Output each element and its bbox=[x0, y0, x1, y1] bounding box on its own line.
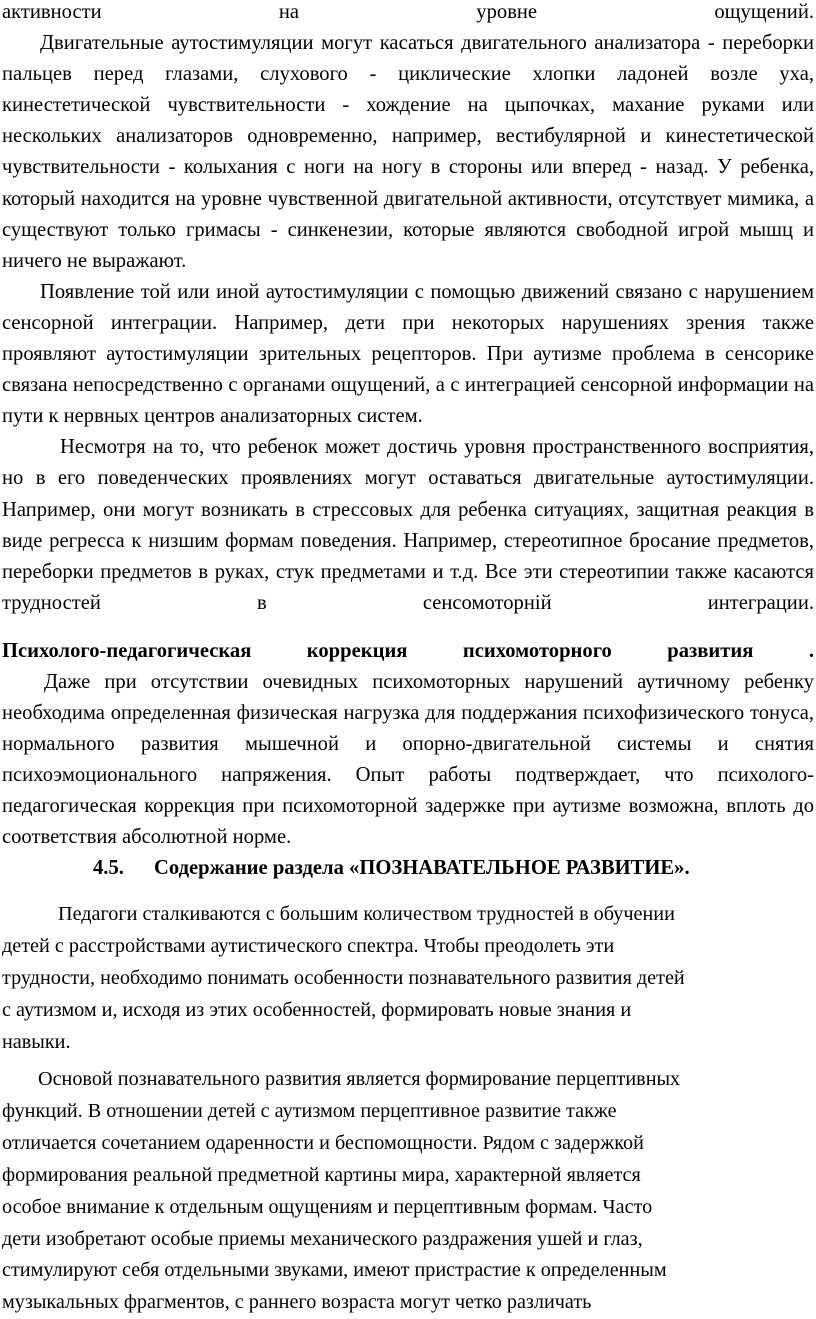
text-line: отличается сочетанием одаренности и беспомощности. Рядом с задержкой bbox=[2, 1131, 644, 1154]
paragraph-spatial-perception: Несмотря на то, что ребенок может достичь уровня пространственного восприятия, но в его поведенческих проявлениях могут оставаться двигательные аутостимуляции. Например, они могут возникать в стрессовых для ребенка ситуациях, защитная реакция в виде регресса к низшим формам поведения. Например, стереотипное бросание предметов, переборки предметов в руках, стук предметами и т.д. Все эти стереотипии также касаются трудностей в сенсомоторній интеграции. bbox=[2, 436, 814, 614]
text-line: с аутизмом и, исходя из этих особенностей, формировать новые знания и bbox=[2, 999, 632, 1022]
section-title: Содержание раздела «ПОЗНАВАТЕЛЬНОЕ РАЗВИТИЕ». bbox=[154, 857, 690, 880]
text-line: дети изобретают особые приемы механического раздражения ушей и глаз, bbox=[2, 1227, 643, 1250]
paragraph-physical-load: Даже при отсутствии очевидных психомоторных нарушений аутичному ребенку необходима определенная физическая нагрузка для поддержания психофизического тонуса, нормального развития мышечной и опорно-двигательной системы и снятия психоэмоционального напряжения. Опыт работы подтверждает, что психолого-педагогическая коррекция при психомоторной задержке при аутизме возможна, вплоть до соответствия абсолютной норме. bbox=[2, 670, 814, 849]
text-line: детей с расстройствами аутистического спектра. Чтобы преодолеть эти bbox=[2, 935, 615, 958]
text-line: функций. В отношении детей с аутизмом перцептивное развитие также bbox=[2, 1099, 617, 1122]
heading-psychomotor-correction: Психолого-педагогическая коррекция психомоторного развития . bbox=[2, 639, 814, 662]
text-line: навыки. bbox=[2, 1031, 71, 1054]
text-line: трудности, необходимо понимать особенности познавательного развития детей bbox=[2, 967, 685, 990]
text-line: Основой познавательного развития является формирование перцептивных bbox=[38, 1067, 681, 1090]
text-line: Педагоги сталкиваются с большим количеством трудностей в обучении bbox=[58, 903, 675, 926]
paragraph-teachers-difficulties bbox=[2, 899, 814, 1059]
text-line: формирования реальной предметной картины мира, характерной является bbox=[2, 1163, 641, 1186]
paragraph-continuation: активности на уровне ощущений. bbox=[2, 1, 814, 23]
paragraph-perceptive-functions bbox=[2, 1064, 814, 1319]
text-line: особое внимание к отдельным ощущениям и перцептивным формам. Часто bbox=[2, 1195, 653, 1218]
paragraph-motor-autostimulation: Двигательные аутостимуляции могут касаться двигательного анализатора - переборки пальцев перед глазами, слухового - циклические хлопки ладоней возле уха, кинестетической чувствительности - хождение на цыпочках, махание руками или нескольких анализаторов одновременно, например, вестибулярной и кинестетической чувствительности - колыхания с ноги на ногу в стороны или вперед - назад. У ребенка, который находится на уровне чувственной двигательной активности, отсутствует мимика, а существуют только гримасы - синкенезии, которые являются свободной игрой мышц и ничего не выражают. bbox=[2, 32, 814, 272]
text-line: стимулируют себя отдельными звуками, имеют пристрастие к определенным bbox=[2, 1259, 667, 1282]
paragraph-sensory-integration: Появление той или иной аутостимуляции с помощью движений связано с нарушением сенсорной интеграции. Например, дети при некоторых нарушениях зрения также проявляют аутостимуляции зрительных рецепторов. При аутизме проблема в сенсорике связана непосредственно с органами ощущений, а с интеграцией сенсорной информации на пути к нервных центров анализаторных систем. bbox=[2, 280, 814, 428]
text-line: музыкальных фрагментов, с раннего возраста могут четко различать bbox=[2, 1291, 592, 1314]
section-number: 4.5. bbox=[93, 857, 124, 880]
section-heading bbox=[2, 853, 814, 884]
